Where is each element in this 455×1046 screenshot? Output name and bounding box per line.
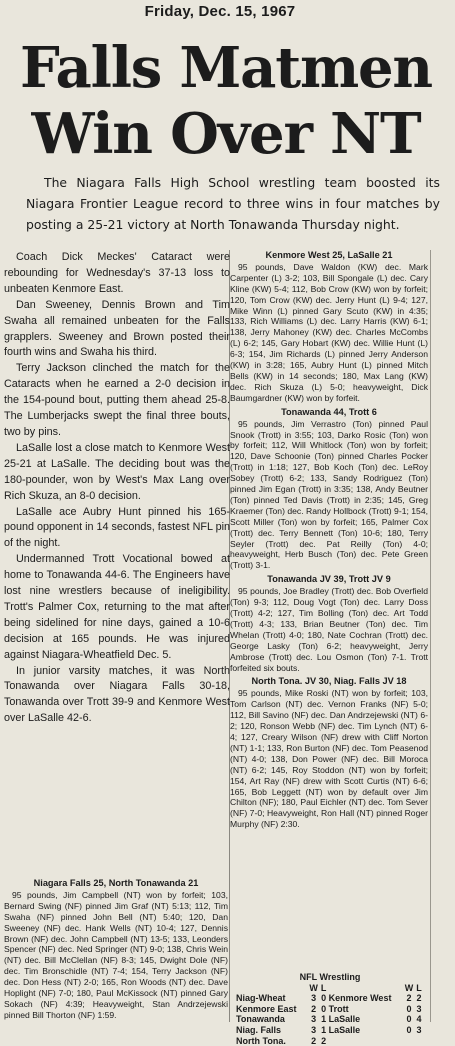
- wins: 0: [406, 1003, 412, 1014]
- standings-header-row: [236, 983, 424, 994]
- results-heading: Kenmore West 25, LaSalle 21: [265, 250, 393, 260]
- col-l: L: [416, 982, 422, 993]
- losses: 3: [416, 1024, 422, 1035]
- wins: 0: [406, 1014, 412, 1025]
- losses: 4: [416, 1014, 422, 1025]
- losses: [414, 1036, 424, 1046]
- results-heading: Tonawanda JV 39, Trott JV 9: [267, 574, 391, 585]
- wins: 2: [311, 1003, 317, 1014]
- team-name: Kenmore West: [328, 993, 392, 1004]
- team-name: Niag. Falls: [236, 1024, 282, 1035]
- wins: 3: [311, 993, 317, 1004]
- standings-grid: [236, 983, 424, 1046]
- headline-line-1: Falls Matmen: [20, 35, 432, 101]
- results-ton-trott-jv: [230, 574, 428, 673]
- table-row: [236, 1025, 424, 1036]
- standings-table: [236, 972, 424, 1046]
- results-falls-nt: [4, 878, 228, 1021]
- table-row: [236, 993, 424, 1004]
- results-nt-falls-jv: [230, 676, 428, 830]
- team-name: LaSalle: [328, 1024, 361, 1035]
- results-heading: Tonawanda 44, Trott 6: [281, 406, 377, 417]
- losses: 2: [416, 993, 422, 1004]
- results-kw-lasalle: [230, 250, 428, 404]
- col-w: W: [309, 982, 318, 993]
- story-paragraph: LaSalle ace Aubry Hunt pinned his 165-pound opponent in 14 seconds, fastest NFL pin of the night.: [4, 505, 230, 550]
- standings-heading: NFL Wrestling: [299, 972, 361, 982]
- team-name: Trott: [328, 1003, 349, 1014]
- table-row: [236, 1036, 424, 1046]
- story-paragraph: Undermanned Trott Vocational bowed at home to Tonawanda 44-6. The Engineers have lost nine wrestlers because of ineligibility. Trott's Palmer Cox, returning to the mat after being sidelined for nine days, gained a 10-6 decision at 165 pounds. He was injured against Niagara-Wheatfield Dec. 5.: [4, 553, 230, 661]
- story-paragraph: In junior varsity matches, it was North Tonawanda over Niagara Falls 30-18, Tonawanda over Trott 39-9 and Kenmore West over LaSalle 42-6.: [4, 664, 230, 725]
- wins: 2: [406, 993, 412, 1004]
- results-body: 95 pounds, Joe Bradley (Trott) dec. Bob Overfield (Ton) 9-3; 112, Doug Vogt (Ton) dec. Larry Doss (Trott) 4-2; 127, Tim Bolling (Ton) dec. Art Todd (Trott) 4-3; 133, Brian Beutner (Ton) dec. Tim Whelan (Trott) 4-0; 180, Nate Cochran (Trott) dec. George Lasky (Ton) 6-2; heavyweight, Jerry Ambrose (Trott) dec. Lou Osmon (Ton) 7-1. Trott forfeited six bouts.: [230, 586, 428, 673]
- results-heading: Niagara Falls 25, North Tonawanda 21: [33, 878, 199, 888]
- wins: 2: [311, 1035, 317, 1046]
- story-paragraph: Dan Sweeney, Dennis Brown and Tim Swaha all remained unbeaten for the Falls grapplers. Sweeney and Brown posted their fourth wins and Swaha his third.: [4, 298, 230, 359]
- wins: 3: [311, 1024, 317, 1035]
- results-body: 95 pounds, Jim Campbell (NT) won by forfeit; 103, Bernard Swing (NF) pinned Jim Graf (NT) 5:13; 112, Tim Swaha (NF) pinned John Bell (NT) 5:40; 120, Dan Sweeney (NF) dec. Hank Wells (NT) 10-4; 127, Dennis Brown (NF) dec. John Campbell (NT) 13-5; 133, Leonders Spencer (NF) dec. Ned Springer (NT) 9-0; 138, Chris Wein (NT) dec. Bill McClellan (NF) 8-3; 145, Dwight Dole (NF) dec. Tim Bronschidle (NT) 7-4; 154, Terry Jackson (NF) dec. Don Hess (NT) 2-0; 165, Ron Woods (NT) dec. Dave Hoplight (NF) 7-0; 180, Paul McKissock (NT) pinned Gary Sokach (NF) 4:39; Heavyweight, Stan Andrzejewski pinned Bill Thorton (NF) 1:59.: [4, 889, 228, 1020]
- lede-paragraph: [26, 172, 440, 235]
- team-name: [329, 1036, 404, 1046]
- results-ton-trott: [230, 407, 428, 572]
- wins: 0: [406, 1024, 412, 1035]
- losses: 3: [416, 1003, 422, 1014]
- losses: 0: [321, 993, 327, 1004]
- losses: 2: [321, 1035, 327, 1046]
- wins: [404, 1036, 414, 1046]
- lede-text: The Niagara Falls High School wrestling team boosted its Niagara Frontier League record to three wins in four matches by posting a 25-21 victory at North Tonawanda Thursday night.: [26, 175, 440, 232]
- losses: 1: [321, 1024, 327, 1035]
- table-row: [236, 1014, 424, 1025]
- wins: 3: [311, 1014, 317, 1025]
- col-l: L: [320, 982, 327, 993]
- team-name: Niag-Wheat: [236, 993, 286, 1004]
- column-rule-right: [430, 250, 431, 1022]
- results-body: 95 pounds, Jim Verrastro (Ton) pinned Paul Snook (Trott) in 3:55; 103, Darko Rosic (Ton) won by forfeit; 112, Will Whitlock (Ton) won by forfeit; 120, Dave Schoonie (Ton) pinned Charles Pocker (Trott) in 1:18; 127, Bob Koch (Ton) dec. LeRoy Sobey (Trott) 6-2; 133, Sandy Rodriguez (Ton) pinned Jim Egan (Trott) in 3:35; 138, Andy Beutner (Ton) pinned Ted Davis (Trott) in 2:35; 145, Greg Kraemer (Ton) dec. Randy Hollbock (Trott) 9-1; 154, Scott Miller (Ton) won by forfeit; 165, Palmer Cox (Trott) dec. Terry Bennett (Ton) 10-6; 180, Terry Seyler (Trott) dec. Pat Reilly (Ton) 4-0; heavyweight, Herb Busch (Ton) dec. Pete Green (Trott) 3-1.: [230, 418, 428, 571]
- results-column: [230, 250, 428, 833]
- team-name: North Tona.: [236, 1035, 286, 1046]
- losses: 0: [321, 1003, 327, 1014]
- col-w: W: [404, 982, 414, 993]
- headline-line-2: Win Over NT: [31, 101, 421, 167]
- team-name: LaSalle: [328, 1014, 361, 1025]
- story-paragraph: LaSalle lost a close match to Kenmore West 25-21 at LaSalle. The deciding bout was the 180-pounder, won by West's Max Lang over Rich Skuza, an 8-0 decision.: [4, 441, 230, 502]
- losses: 1: [321, 1014, 327, 1025]
- story-paragraph: Coach Dick Meckes' Cataract were rebounding for Wednesday's 37-13 loss to unbeaten Kenmore East.: [4, 251, 230, 295]
- results-body: 95 pounds, Dave Waldon (KW) dec. Mark Carpenter (L) 3-2; 103, Bill Spongale (L) dec. Cary Kline (KW) 5-4; 112, Bob Crow (KW) won by forfeit; 120, Tom Crow (KW) dec. Jerry Hunt (L) 9-4; 127, Mike Winn (L) pinned Gary Scuto (KW) in 4:35; 133, Rich Williams (L) dec. Larry Harris (KW) 6-1; 138, Jerry Mahoney (KW) dec. Charles McCombs (L) 6-2; 145, Gary Hobart (KW) dec. Willie Hunt (L) 6-3; 154, Jim Richards (L) pinned Jerry Anderson (KW) in 3:28; 165, Aubry Hunt (L) pinned Mitch Bells (KW) in 14 seconds; 180, Max Lang (KW) dec. Rich Skuza (L) 5-0; heavyweight, Dick Baumgardner (KW) won by forfeit.: [230, 261, 428, 403]
- story-column: [4, 250, 230, 727]
- team-name: Tonawanda: [236, 1014, 285, 1025]
- team-name: Kenmore East: [236, 1003, 297, 1014]
- dateline: Friday, Dec. 15, 1967: [144, 3, 296, 20]
- story-paragraph: Terry Jackson clinched the match for the Cataracts when he earned a 2-0 decision in the 154-pound bout, putting them ahead 25-8. The Lumberjacks swept the final three bouts, two by pins.: [4, 362, 230, 438]
- results-body: 95 pounds, Mike Roski (NT) won by forfeit; 103, Tom Carlson (NT) dec. Vernon Franks (NF) 5-0; 112, Bill Savino (NF) dec. Dan Andrzejewski (NT) 6-2; 120, Ronson Webb (NF) dec. Tim Lynch (NT) 6-4; 127, Creary Wilson (NF) drew with Cliff Norton (NT) 1-1; 133, Ron Burton (NF) dec. Tom Peasenod (NT) 4-0; 138, Don Power (NF) dec. Bill Moroca (NT) 6-2; 145, Roy Stoddon (NT) won by forfeit; 154, Art Ray (NF) drew with Scott Curtis (NT) 6-6; 165, Bob Leggett (NT) won by default over Jim Chilton (NF); 180, Paul Eichler (NT) dec. Tom Sever (NF) 7-0; Heavyweight, Ron Hall (NT) pinned Roger Murphy (NF) 2:30.: [230, 688, 428, 830]
- results-heading: North Tona. JV 30, Niag. Falls JV 18: [251, 676, 407, 687]
- table-row: [236, 1004, 424, 1015]
